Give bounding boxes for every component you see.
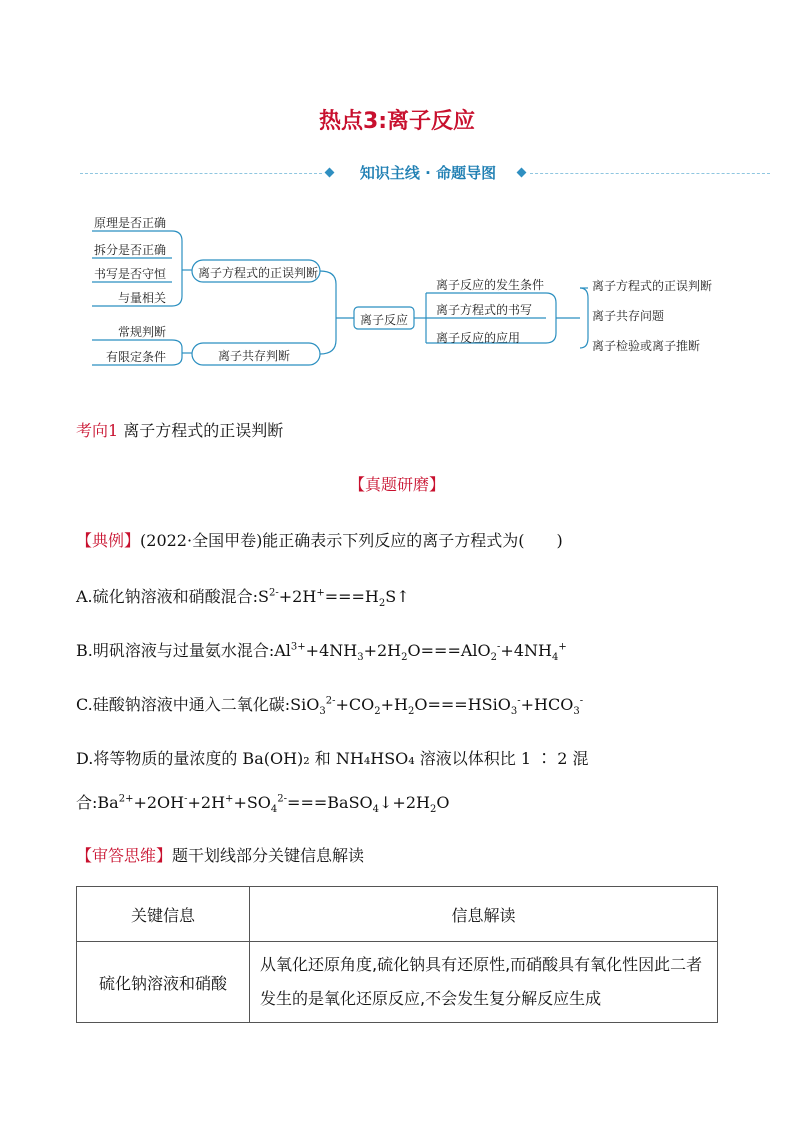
diamond-icon <box>517 168 527 178</box>
thinking-tag: 【审答思维】 <box>76 846 173 865</box>
mindmap-right-item: 离子方程式的正误判断 <box>592 279 713 293</box>
diamond-icon <box>325 168 335 178</box>
option-c-equation: $SiO_3^{2-}+CO_2+H_2O===HSiO_3^-+HCO_3^-$ <box>290 695 584 718</box>
thinking-text: 题干划线部分关键信息解读 <box>172 846 365 865</box>
section-heading <box>76 418 283 441</box>
option-b-equation: $Al^{3+}+4NH_3+2H_2O===AlO_2^-+4NH_4^+$ <box>274 641 567 664</box>
example-tag: 【典例】 <box>76 531 141 550</box>
option-d-text: D.将等物质的量浓度的 Ba(OH)₂ 和 NH₄HSO₄ 溶液以体积比 1 ∶ 2 混 <box>76 749 589 768</box>
section-text: 离子方程式的正误判断 <box>123 421 284 440</box>
mindmap-left-item: 有限定条件 <box>106 350 167 364</box>
banner-title: 知识主线 · 命题导图 <box>359 164 497 182</box>
banner-divider-left <box>80 173 322 174</box>
option-d <box>76 746 588 769</box>
table-header-row <box>77 887 718 942</box>
table-row <box>77 942 718 1023</box>
mindmap-node: 离子反应的发生条件 <box>436 278 545 292</box>
thinking-line <box>76 843 364 866</box>
mindmap-left-item: 书写是否守恒 <box>94 267 167 281</box>
table-header: 信息解读 <box>250 887 718 942</box>
mindmap-center-node: 离子反应 <box>360 313 409 327</box>
option-b-text: B.明矾溶液与过量氨水混合: <box>76 641 275 660</box>
option-d-cont <box>76 790 449 815</box>
option-d-text2: 合: <box>76 793 98 812</box>
page-title: 热点3:离子反应 <box>318 109 476 134</box>
option-b <box>76 638 567 663</box>
mindmap-left-item: 拆分是否正确 <box>94 243 167 257</box>
option-c <box>76 692 583 717</box>
subheading: 【真题研磨】 <box>348 475 445 494</box>
option-a <box>76 584 410 609</box>
example-text: (2022·全国甲卷)能正确表示下列反应的离子方程式为( ) <box>140 531 563 550</box>
mindmap-right-item: 离子检验或离子推断 <box>592 339 701 353</box>
option-c-text: C.硅酸钠溶液中通入二氧化碳: <box>76 695 291 714</box>
example-question <box>76 528 563 551</box>
section-label: 考向1 <box>76 421 119 440</box>
table-header: 关键信息 <box>77 887 250 942</box>
mindmap-right-item: 离子共存问题 <box>592 309 665 323</box>
mindmap-left-item: 常规判断 <box>118 325 167 339</box>
mindmap-left-item: 原理是否正确 <box>94 216 167 230</box>
mindmap-node: 离子方程式的正误判断 <box>198 266 319 280</box>
table-cell-value: 从氧化还原角度,硫化钠具有还原性,而硝酸具有氧化性因此二者发生的是氧化还原反应,不会发生复分解反应生成 <box>250 942 718 1023</box>
banner-divider-right <box>530 173 770 174</box>
info-table <box>76 886 718 1023</box>
mindmap-node: 离子共存判断 <box>218 349 291 363</box>
mindmap-node: 离子反应的应用 <box>436 331 521 345</box>
option-a-text: A.硫化钠溶液和硝酸混合: <box>76 587 259 606</box>
mindmap-left-item: 与量相关 <box>118 291 167 305</box>
option-a-equation: $S^{2-}+2H^+===H_2S↑$ <box>258 587 410 610</box>
section-banner <box>80 160 770 188</box>
option-d-equation: $Ba^{2+}+2OH^-+2H^++SO_4^{2-}===BaSO_4↓+2H_2O$ <box>97 793 450 816</box>
mind-map <box>80 208 760 373</box>
table-cell-key: 硫化钠溶液和硝酸 <box>77 942 250 1023</box>
mindmap-node: 离子方程式的书写 <box>436 303 533 317</box>
